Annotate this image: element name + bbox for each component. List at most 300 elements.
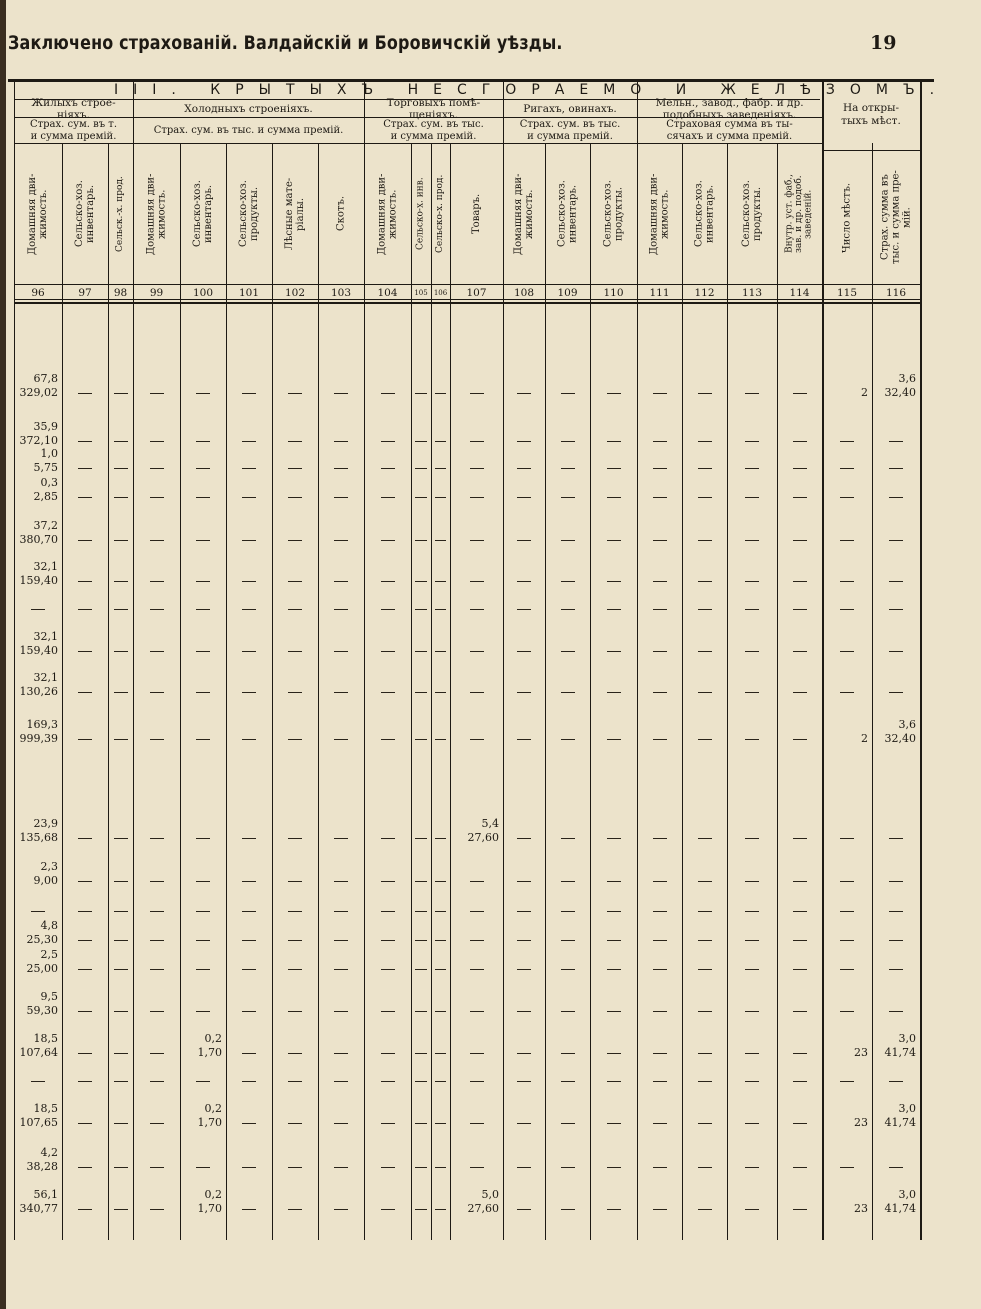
empty-cell-dash [288,1011,302,1012]
column-number: 101 [238,287,260,299]
empty-cell-dash [78,1053,92,1054]
empty-cell-dash [78,1081,92,1082]
empty-cell-dash [415,393,427,394]
empty-cell-dash [793,581,807,582]
empty-cell-dash [517,651,531,652]
empty-cell-dash [415,1167,427,1168]
empty-cell-dash [793,1123,807,1124]
table-cell: 32,1 130,26 [19,671,58,698]
empty-cell-dash [381,1081,395,1082]
empty-cell-dash [561,581,575,582]
empty-cell-dash [114,940,128,941]
empty-cell-dash [745,497,759,498]
empty-cell-dash [889,940,903,941]
column-number: 102 [284,287,306,299]
column-rule [545,143,546,1240]
table-cell: 2 [861,386,868,399]
empty-cell-dash [793,497,807,498]
empty-cell-dash [242,441,256,442]
table-cell: 5,4 27,60 [467,817,499,844]
table-cell: 18,5 107,65 [19,1102,58,1129]
empty-cell-dash [607,969,621,970]
empty-cell-dash [793,1011,807,1012]
empty-cell-dash [840,1167,854,1168]
empty-cell-dash [698,911,712,912]
empty-cell-dash [242,940,256,941]
empty-cell-dash [114,581,128,582]
empty-cell-dash [381,969,395,970]
empty-cell-dash [435,581,446,582]
empty-cell-dash [78,581,92,582]
empty-cell-dash [653,692,667,693]
empty-cell-dash [517,468,531,469]
empty-cell-dash [561,838,575,839]
column-rule [411,143,412,1240]
empty-cell-dash [607,393,621,394]
column-rule [226,143,227,1240]
table-cell: 23 [854,1202,868,1215]
empty-cell-dash [607,692,621,693]
empty-cell-dash [381,651,395,652]
empty-cell-dash [435,1123,446,1124]
empty-cell-dash [415,1081,427,1082]
empty-cell-dash [561,441,575,442]
empty-cell-dash [334,881,348,882]
empty-cell-dash [381,911,395,912]
empty-cell-dash [470,1123,484,1124]
column-number: 111 [649,287,670,299]
empty-cell-dash [381,497,395,498]
empty-cell-dash [561,1167,575,1168]
empty-cell-dash [517,1167,531,1168]
empty-cell-dash [889,441,903,442]
column-rule [590,143,591,1240]
empty-cell-dash [745,540,759,541]
empty-cell-dash [435,609,446,610]
empty-cell-dash [698,1209,712,1210]
empty-cell-dash [242,692,256,693]
empty-cell-dash [150,739,164,740]
empty-cell-dash [607,1053,621,1054]
empty-cell-dash [415,1011,427,1012]
empty-cell-dash [288,1053,302,1054]
empty-cell-dash [334,441,348,442]
empty-cell-dash [435,838,446,839]
empty-cell-dash [381,1209,395,1210]
empty-cell-dash [698,940,712,941]
empty-cell-dash [334,1209,348,1210]
column-label: Сельск.-х. прод. [114,176,125,252]
empty-cell-dash [78,1011,92,1012]
column-label: Домашняя дви- жимость. [145,173,168,255]
empty-cell-dash [698,1167,712,1168]
empty-cell-dash [78,911,92,912]
empty-cell-dash [745,468,759,469]
empty-cell-dash [889,969,903,970]
empty-cell-dash [607,468,621,469]
empty-cell-dash [653,940,667,941]
empty-cell-dash [114,609,128,610]
empty-cell-dash [435,393,446,394]
empty-cell-dash [561,1081,575,1082]
column-number: 114 [789,287,810,299]
empty-cell-dash [242,1053,256,1054]
empty-cell-dash [196,692,210,693]
empty-cell-dash [150,1081,164,1082]
empty-cell-dash [889,911,903,912]
empty-cell-dash [381,739,395,740]
empty-cell-dash [288,651,302,652]
empty-cell-dash [607,497,621,498]
empty-cell-dash [607,581,621,582]
empty-cell-dash [517,1081,531,1082]
column-number: 104 [377,287,398,299]
empty-cell-dash [242,1081,256,1082]
empty-cell-dash [745,1053,759,1054]
empty-cell-dash [334,1011,348,1012]
empty-cell-dash [242,393,256,394]
empty-cell-dash [840,651,854,652]
empty-cell-dash [517,969,531,970]
empty-cell-dash [889,838,903,839]
empty-cell-dash [698,393,712,394]
empty-cell-dash [196,651,210,652]
empty-cell-dash [745,1081,759,1082]
column-label: Домашняя дви- жимость. [513,173,535,255]
empty-cell-dash [114,441,128,442]
column-label: Сельско-хоз. продукты. [238,180,260,248]
empty-cell-dash [653,393,667,394]
column-rule [318,143,319,1240]
empty-cell-dash [517,911,531,912]
empty-cell-dash [415,497,427,498]
empty-cell-dash [114,969,128,970]
empty-cell-dash [607,1123,621,1124]
empty-cell-dash [196,969,210,970]
empty-cell-dash [698,581,712,582]
empty-cell-dash [561,881,575,882]
empty-cell-dash [745,441,759,442]
empty-cell-dash [561,911,575,912]
column-number: 96 [31,287,45,299]
empty-cell-dash [653,651,667,652]
group-subtitle: Страх. сум. въ тыс. и сумма премій. [153,124,344,136]
empty-cell-dash [470,969,484,970]
empty-cell-dash [470,1011,484,1012]
column-label: Сельско-х. прод. [434,174,445,254]
empty-cell-dash [150,393,164,394]
table-cell: 0,2 1,70 [197,1188,222,1215]
empty-cell-dash [653,468,667,469]
empty-cell-dash [840,692,854,693]
empty-cell-dash [745,911,759,912]
column-label: Домашняя дви- жимость. [648,173,671,255]
empty-cell-dash [114,1053,128,1054]
empty-cell-dash [334,468,348,469]
table-cell: 23,9 135,68 [19,817,58,844]
colnum-bottom-double [14,302,920,304]
empty-cell-dash [435,881,446,882]
empty-cell-dash [607,1167,621,1168]
empty-cell-dash [470,1167,484,1168]
empty-cell-dash [150,969,164,970]
empty-cell-dash [889,651,903,652]
empty-cell-dash [607,1011,621,1012]
empty-cell-dash [745,881,759,882]
empty-cell-dash [288,940,302,941]
empty-cell-dash [31,609,45,610]
empty-cell-dash [381,540,395,541]
empty-cell-dash [840,497,854,498]
group-title: Мельн., завод., фабр. и др. подобныхъ заведеніяхъ. [655,96,804,121]
empty-cell-dash [242,911,256,912]
empty-cell-dash [698,1123,712,1124]
table-cell: 2,5 25,00 [26,948,58,975]
empty-cell-dash [653,1053,667,1054]
table-cell: 0,3 2,85 [33,476,58,503]
empty-cell-dash [889,1081,903,1082]
page-binding-edge [0,0,6,1309]
empty-cell-dash [698,838,712,839]
empty-cell-dash [653,1209,667,1210]
empty-cell-dash [435,540,446,541]
table-cell: 37,2 380,70 [19,519,58,546]
empty-cell-dash [840,540,854,541]
empty-cell-dash [840,581,854,582]
empty-cell-dash [517,1209,531,1210]
empty-cell-dash [561,1053,575,1054]
empty-cell-dash [381,1167,395,1168]
column-number: 106 [433,289,448,297]
empty-cell-dash [607,441,621,442]
empty-cell-dash [150,468,164,469]
column-number: 100 [192,287,214,299]
empty-cell-dash [150,581,164,582]
empty-cell-dash [435,692,446,693]
empty-cell-dash [698,739,712,740]
empty-cell-dash [114,1123,128,1124]
column-number: 98 [113,287,128,299]
page-title: Заключено страхованій. Валдайскій и Боровичскій уѣзды. [8,32,563,54]
empty-cell-dash [561,651,575,652]
empty-cell-dash [470,940,484,941]
empty-cell-dash [196,1167,210,1168]
open-places-rule [822,150,920,151]
empty-cell-dash [517,739,531,740]
empty-cell-dash [114,1011,128,1012]
empty-cell-dash [470,739,484,740]
group-title: Холодныхъ строеніяхъ. [184,102,313,115]
column-rule [272,143,273,1240]
empty-cell-dash [435,441,446,442]
empty-cell-dash [470,497,484,498]
column-rule [62,143,63,1240]
column-number: 107 [466,287,487,299]
empty-cell-dash [653,441,667,442]
empty-cell-dash [698,1081,712,1082]
empty-cell-dash [78,881,92,882]
empty-cell-dash [840,1011,854,1012]
empty-cell-dash [288,739,302,740]
empty-cell-dash [840,911,854,912]
empty-cell-dash [607,651,621,652]
empty-cell-dash [517,1053,531,1054]
empty-cell-dash [745,1011,759,1012]
empty-cell-dash [745,1209,759,1210]
empty-cell-dash [78,1123,92,1124]
table-cell: 0,2 1,70 [197,1102,222,1129]
empty-cell-dash [561,497,575,498]
group-title: На откры- тыхъ мѣст. [841,102,901,127]
empty-cell-dash [114,739,128,740]
empty-cell-dash [470,441,484,442]
empty-cell-dash [653,739,667,740]
empty-cell-dash [114,692,128,693]
empty-cell-dash [561,969,575,970]
empty-cell-dash [196,739,210,740]
empty-cell-dash [607,739,621,740]
column-number: 112 [694,287,715,299]
empty-cell-dash [745,739,759,740]
empty-cell-dash [242,581,256,582]
empty-cell-dash [698,692,712,693]
empty-cell-dash [288,1209,302,1210]
empty-cell-dash [889,609,903,610]
empty-cell-dash [334,497,348,498]
empty-cell-dash [561,1123,575,1124]
empty-cell-dash [415,838,427,839]
column-number: 108 [513,287,535,299]
empty-cell-dash [334,609,348,610]
empty-cell-dash [607,911,621,912]
empty-cell-dash [415,609,427,610]
column-number: 105 [414,289,428,297]
table-cell: 2 [861,732,868,745]
column-label: Сельско-хоз. продукты. [741,180,763,248]
empty-cell-dash [242,609,256,610]
empty-cell-dash [78,468,92,469]
table-cell: 1,0 5,75 [33,447,58,474]
empty-cell-dash [196,1081,210,1082]
group-sub-rule [14,143,822,144]
empty-cell-dash [415,441,427,442]
empty-cell-dash [698,540,712,541]
empty-cell-dash [334,651,348,652]
column-number: 99 [149,287,164,299]
empty-cell-dash [435,468,446,469]
empty-cell-dash [840,940,854,941]
empty-cell-dash [470,540,484,541]
column-label: Число мѣстъ. [841,182,853,253]
column-number: 116 [885,287,907,299]
empty-cell-dash [196,838,210,839]
empty-cell-dash [840,1081,854,1082]
table-cell: 2,3 9,00 [33,860,58,887]
empty-cell-dash [793,1053,807,1054]
table-cell: 56,1 340,77 [19,1188,58,1215]
empty-cell-dash [78,497,92,498]
column-number: 97 [78,287,92,299]
empty-cell-dash [334,1123,348,1124]
empty-cell-dash [114,468,128,469]
empty-cell-dash [653,838,667,839]
empty-cell-dash [793,838,807,839]
table-cell: 5,0 27,60 [467,1188,499,1215]
empty-cell-dash [517,1123,531,1124]
empty-cell-dash [435,1081,446,1082]
empty-cell-dash [653,881,667,882]
empty-cell-dash [196,911,210,912]
empty-cell-dash [698,609,712,610]
empty-cell-dash [793,1209,807,1210]
empty-cell-dash [840,881,854,882]
empty-cell-dash [745,581,759,582]
empty-cell-dash [607,540,621,541]
empty-cell-dash [288,609,302,610]
empty-cell-dash [889,468,903,469]
empty-cell-dash [653,969,667,970]
empty-cell-dash [242,1167,256,1168]
empty-cell-dash [793,1167,807,1168]
empty-cell-dash [114,651,128,652]
empty-cell-dash [889,881,903,882]
empty-cell-dash [381,1053,395,1054]
empty-cell-dash [517,838,531,839]
empty-cell-dash [653,1167,667,1168]
empty-cell-dash [78,940,92,941]
empty-cell-dash [653,581,667,582]
column-label: Страх. сумма въ тыс. и сумма пре- мій. [879,170,913,265]
table-cell: 0,2 1,70 [197,1032,222,1059]
empty-cell-dash [415,881,427,882]
empty-cell-dash [840,441,854,442]
column-number: 110 [603,287,624,299]
empty-cell-dash [196,497,210,498]
empty-cell-dash [196,581,210,582]
empty-cell-dash [114,1167,128,1168]
empty-cell-dash [415,739,427,740]
empty-cell-dash [114,838,128,839]
empty-cell-dash [196,468,210,469]
column-rule [108,143,109,1240]
empty-cell-dash [150,838,164,839]
empty-cell-dash [288,838,302,839]
column-label: Товаръ. [471,193,482,235]
empty-cell-dash [78,1209,92,1210]
empty-cell-dash [288,468,302,469]
empty-cell-dash [470,881,484,882]
empty-cell-dash [793,940,807,941]
empty-cell-dash [561,393,575,394]
group-title: Жилыхъ строе- ніяхъ. [31,96,116,121]
empty-cell-dash [78,441,92,442]
empty-cell-dash [150,609,164,610]
empty-cell-dash [196,393,210,394]
empty-cell-dash [745,1167,759,1168]
empty-cell-dash [334,581,348,582]
empty-cell-dash [607,881,621,882]
empty-cell-dash [793,969,807,970]
group-subtitle: Страховая сумма въ ты- сячахъ и сумма премій. [666,118,793,142]
empty-cell-dash [381,468,395,469]
empty-cell-dash [334,1081,348,1082]
empty-cell-dash [561,692,575,693]
column-label: Домашняя дви- жимость. [27,173,49,255]
empty-cell-dash [517,940,531,941]
table-cell: 4,8 25,30 [26,919,58,946]
empty-cell-dash [698,969,712,970]
empty-cell-dash [415,911,427,912]
